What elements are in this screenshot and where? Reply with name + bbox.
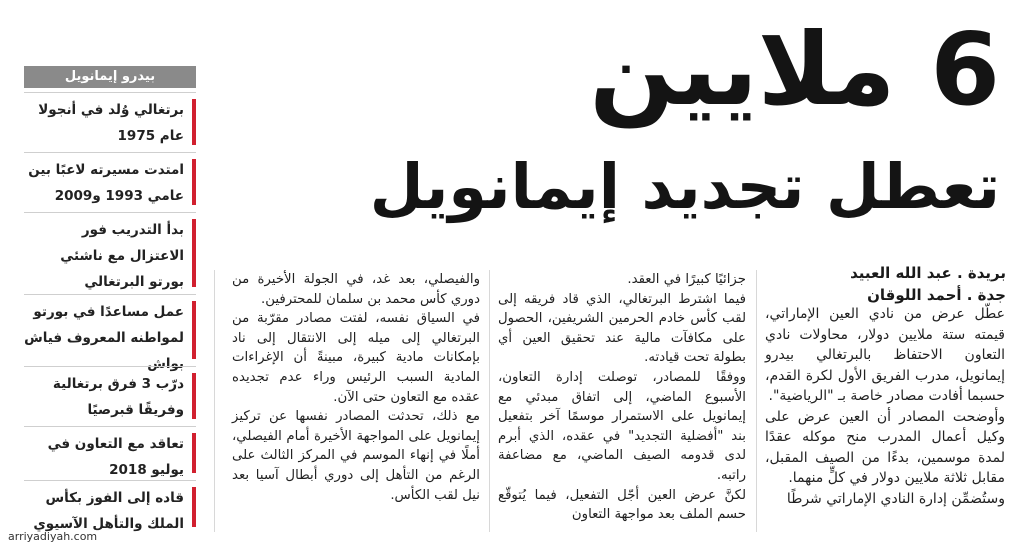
paragraph: والفيصلي، بعد غد، في الجولة الأخيرة من دوري كأس محمد بن سلمان للمحترفين. bbox=[232, 272, 480, 307]
headline-main: 6 ملايين bbox=[589, 11, 1000, 128]
sidebar-fact-text: بدأ التدريب فور الاعتزال مع ناشئي بورتو البرتغالي bbox=[60, 222, 184, 290]
red-accent-bar bbox=[192, 219, 196, 287]
sidebar-fact bbox=[24, 426, 196, 479]
paragraph: فيما اشترط البرتغالي، الذي قاد فريقه إلى لقب كأس خادم الحرمين الشريفين، الحصول على مكافآت مالية عند تحقيق العين أي بطولة تحت قيادته. bbox=[498, 291, 746, 366]
sidebar-fact-text: برتغالي وُلد في أنجولا عام 1975 bbox=[38, 102, 184, 144]
paragraph: في السياق نفسه، لفتت مصادر مقرّبة من البرتغالي إلى ميله إلى الانتقال إلى ناد بإمكانات مادية كبيرة، مبينةً أن الإغراءات المادية السبب الرئيس وراء عدم تجديده عقده مع التعاون حتى الآن. bbox=[232, 311, 480, 405]
paragraph: وأوضحت المصادر أن العين عرض على وكيل أعمال المدرب منح موكله عقدًا لمدة موسمين، بدءًا من الصيف المقبل، مقابل ثلاثة ملايين دولار في كلٍّ منهما. bbox=[765, 408, 1005, 486]
paragraph: وستُضمِّن إدارة النادي الإماراتي شرطًا bbox=[786, 490, 1005, 507]
sidebar-title: بيدرو إيمانويل bbox=[24, 66, 196, 88]
column-divider bbox=[489, 270, 490, 532]
red-accent-bar bbox=[192, 373, 196, 419]
sidebar-fact-text: تعاقد مع التعاون في يوليو 2018 bbox=[47, 436, 184, 478]
red-accent-bar bbox=[192, 159, 196, 205]
red-accent-bar bbox=[192, 487, 196, 527]
article-column-left bbox=[232, 270, 480, 505]
paragraph: مع ذلك، تحدثت المصادر نفسها عن تركيز إيمانويل على المواجهة الأخيرة أمام الفيصلي، أملًا في إنهاء الموسم في المركز الثالث على الرغم من التأهل إلى دوري أبطال آسيا بعد نيل لقب الكأس. bbox=[232, 409, 480, 503]
column-divider bbox=[214, 270, 215, 532]
paragraph: لكنَّ عرض العين أجّل التفعيل، فيما يُتوقّع حسم الملف بعد مواجهة التعاون bbox=[498, 487, 746, 523]
byline-author-1: بريدة . عبد الله العبيد bbox=[850, 264, 1006, 282]
paragraph: ووفقًا للمصادر، توصلت إدارة التعاون، الأسبوع الماضي، إلى اتفاق مبدئي مع إيمانويل على الاستمرار موسمًا آخر بتفعيل بند "أفضلية التجديد" في عقده، الذي أبرم لدى قدومه الصيف الماضي، مع مضاعفة راتبه. bbox=[498, 369, 746, 483]
sidebar-fact bbox=[24, 480, 196, 533]
sidebar-fact-text: امتدت مسيرته لاعبًا بين عامي 1993 و2009 bbox=[28, 162, 184, 204]
paragraph: عطّل عرض من نادي العين الإماراتي، قيمته ستة ملايين دولار، محاولات نادي التعاون الاحتفاظ بالبرتغالي بيدرو إيمانويل، مدرب الفريق الأول لكرة القدم، حسبما أفادت مصادر خاصة بـ "الرياضية". bbox=[765, 306, 1005, 404]
headline-sub: تعطل تجديد إيمانويل bbox=[369, 150, 1000, 223]
sidebar-fact bbox=[24, 92, 196, 151]
site-watermark: arriyadiyah.com bbox=[8, 530, 98, 543]
sidebar-fact bbox=[24, 212, 196, 293]
sidebar-fact-text: قاده إلى الفوز بكأس الملك والتأهل الآسيوي bbox=[33, 490, 184, 532]
column-divider bbox=[756, 270, 757, 532]
sidebar-fact bbox=[24, 366, 196, 425]
article-column-right bbox=[765, 304, 1005, 509]
red-accent-bar bbox=[192, 99, 196, 145]
red-accent-bar bbox=[192, 301, 196, 359]
sidebar-fact-text: درّب 3 فرق برتغالية وفريقًا قبرصيًا bbox=[52, 376, 184, 418]
sidebar-fact-text: عمل مساعدًا في بورتو لمواطنه المعروف فياش بواش bbox=[24, 304, 184, 372]
sidebar-fact bbox=[24, 152, 196, 211]
byline bbox=[770, 262, 1006, 306]
byline-author-2: جدة . أحمد اللوقان bbox=[867, 286, 1006, 304]
article-column-middle bbox=[498, 270, 746, 525]
info-sidebar bbox=[24, 66, 196, 530]
red-accent-bar bbox=[192, 433, 196, 473]
paragraph: جزائيًا كبيرًا في العقد. bbox=[627, 272, 746, 287]
sidebar-fact bbox=[24, 294, 196, 372]
